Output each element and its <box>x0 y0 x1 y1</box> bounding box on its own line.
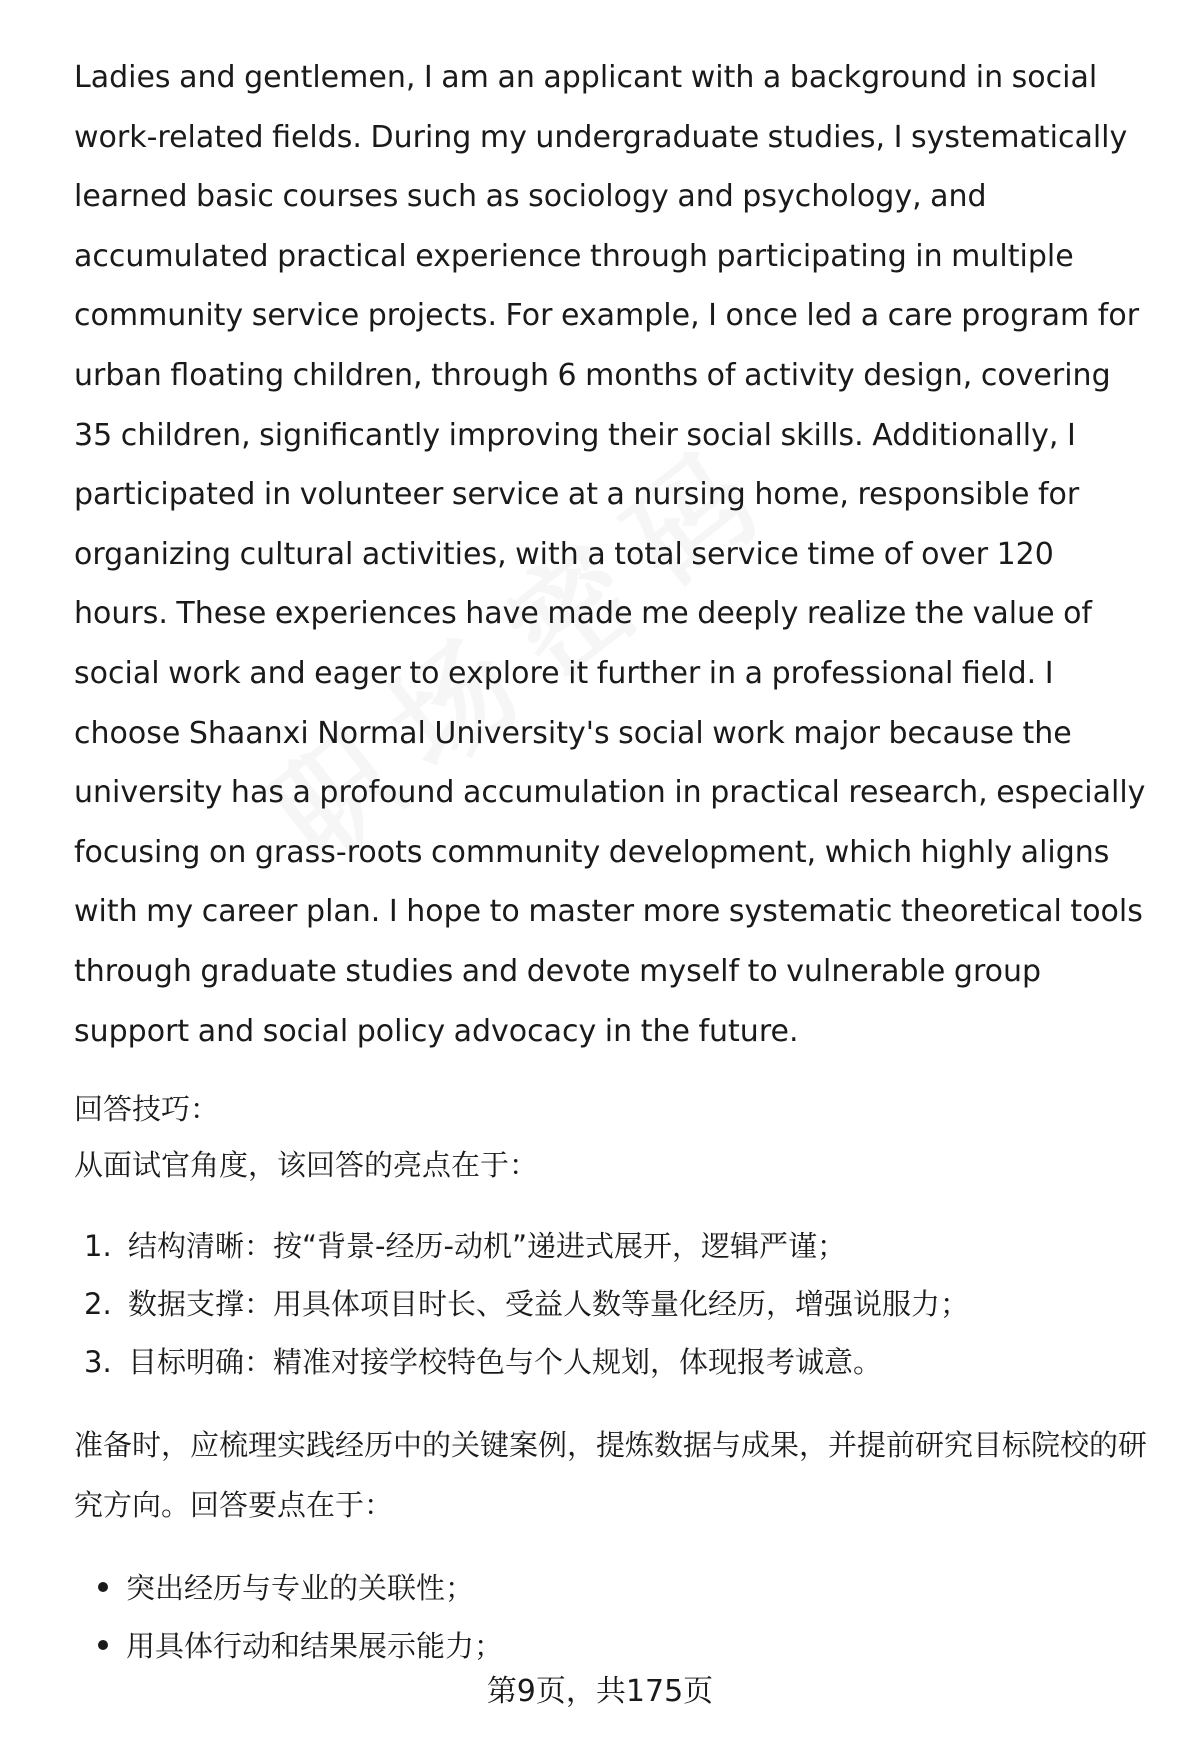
list-text: 用具体行动和结果展示能力； <box>126 1629 504 1664</box>
list-number: 3. <box>84 1345 112 1380</box>
bullet-icon <box>98 1640 108 1650</box>
bullet-icon <box>98 1582 108 1592</box>
list-item <box>84 1275 1154 1333</box>
document-page <box>74 48 1154 1675</box>
list-text: 结构清晰：按“背景-经历-动机”递进式展开，逻辑严谨； <box>128 1229 846 1264</box>
tips-intro: 从面试官角度，该回答的亮点在于： <box>74 1148 539 1183</box>
tips-list <box>74 1217 1154 1391</box>
list-item <box>84 1333 1154 1391</box>
page-number: 第9页，共175页 <box>486 1674 714 1709</box>
spacer <box>74 1535 1154 1559</box>
prep-paragraph: 准备时，应梳理实践经历中的关键案例，提炼数据与成果，并提前研究目标院校的研究方向。回答要点在于： <box>74 1428 1148 1523</box>
list-text: 目标明确：精准对接学校特色与个人规划，体现报考诚意。 <box>128 1345 883 1380</box>
answer-paragraph: Ladies and gentlemen, I am an applicant with a background in social work-related fields. During my undergraduate studies, I systematically learned basic courses such as sociology and psychology, and accumulated practical experience through participating in multiple community service projects. For example, I once led a care program for urban floating children, through 6 months of activity design, covering 35 children, significantly improving their social skills. Additionally, I participated in volunteer service at a nursing home, responsible for organizing cultural activities, with a total service time of over 120 hours. These experiences have made me deeply realize the value of social work and eager to explore it further in a professional field. I choose Shaanxi Normal University's social work major because the university has a profound accumulation in practical research, especially focusing on grass-roots community development, which highly aligns with my career plan. I hope to master more systematic theoretical tools through graduate studies and devote myself to vulnerable group support and social policy advocacy in the future. <box>74 60 1146 1049</box>
list-number: 1. <box>84 1229 112 1264</box>
spacer <box>74 1193 1154 1217</box>
list-item <box>98 1559 1154 1617</box>
list-number: 2. <box>84 1287 112 1322</box>
list-item <box>84 1217 1154 1275</box>
points-list <box>74 1559 1154 1675</box>
spacer <box>74 1061 1154 1081</box>
spacer <box>74 1391 1154 1415</box>
list-text: 数据支撑：用具体项目时长、受益人数等量化经历，增强说服力； <box>128 1287 970 1322</box>
list-item <box>98 1617 1154 1675</box>
list-text: 突出经历与专业的关联性； <box>126 1571 475 1606</box>
tips-heading: 回答技巧： <box>74 1092 220 1127</box>
